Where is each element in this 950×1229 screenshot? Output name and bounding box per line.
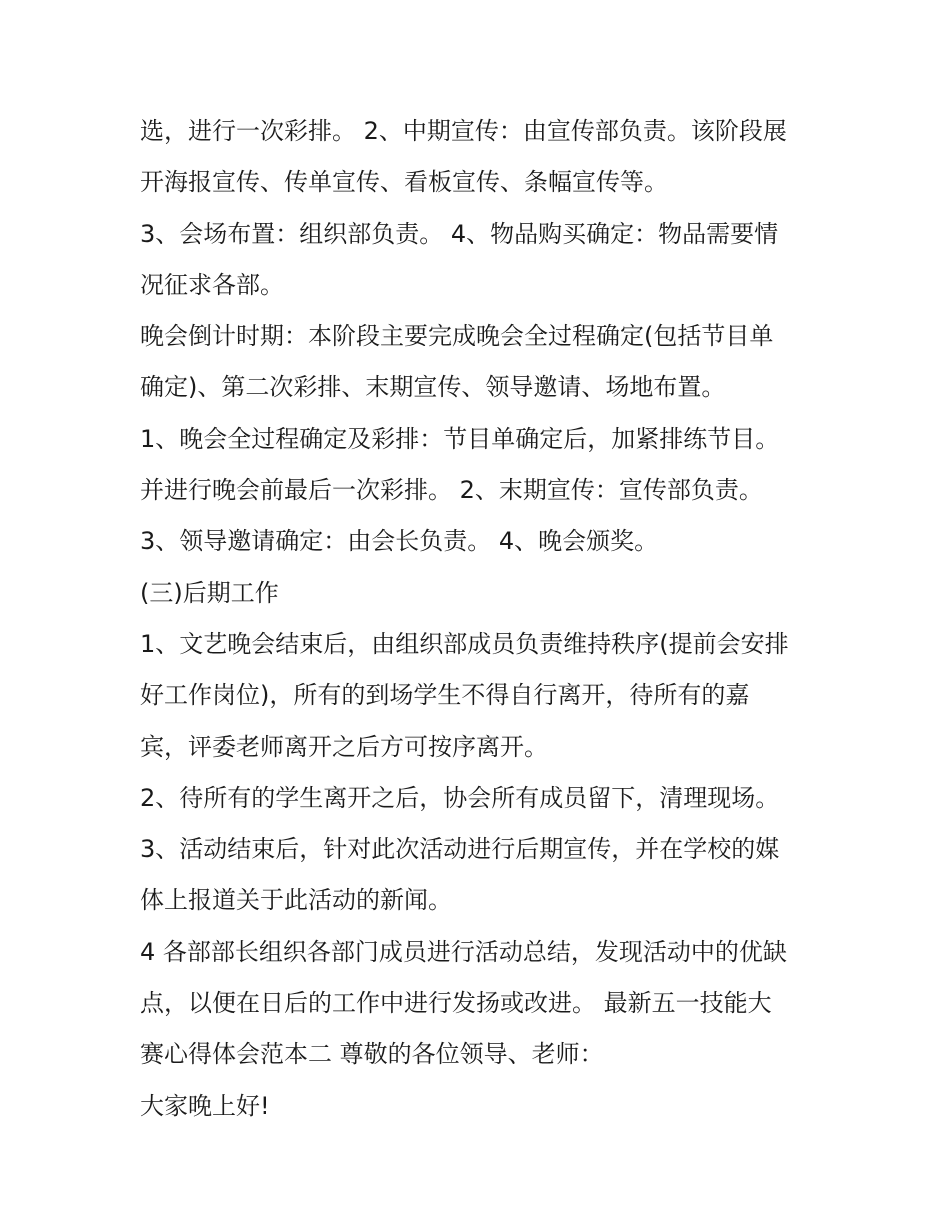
section-heading: (三)后期工作 [140,578,279,607]
text-line: 1、文艺晚会结束后，由组织部成员负责维持秩序(提前会安排 [140,629,789,658]
text-line: 3、领导邀请确定：由会长负责。 4、晚会颁奖。 [140,527,659,556]
text-line: 好工作岗位)，所有的到场学生不得自行离开，待所有的嘉 [140,681,750,710]
text-line: 选，进行一次彩排。 2、中期宣传：由宣传部负责。该阶段展 [140,117,787,145]
text-line: 宾，评委老师离开之后方可按序离开。 [140,732,548,761]
text-line: 确定)、第二次彩排、末期宣传、领导邀请、场地布置。 [140,373,726,402]
text-line: 4 各部部长组织各部门成员进行活动总结，发现活动中的优缺 [140,937,787,966]
body-text [140,106,820,1132]
text-line: 赛心得体会范本二 尊敬的各位领导、老师： [140,1040,604,1069]
text-line: 晚会倒计时期：本阶段主要完成晚会全过程确定(包括节目单 [140,322,774,351]
text-line: 3、会场布置：组织部负责。 4、物品购买确定：物品需要情 [140,219,779,248]
text-line: 1、晚会全过程确定及彩排：节目单确定后，加紧排练节目。 [140,424,780,453]
text-line: 点，以便在日后的工作中进行发扬或改进。 最新五一技能大 [140,989,772,1018]
text-line: 况征求各部。 [140,270,284,299]
text-line: 大家晚上好! [140,1091,270,1120]
text-line: 体上报道关于此活动的新闻。 [140,886,452,915]
text-line: 3、活动结束后，针对此次活动进行后期宣传，并在学校的媒 [140,835,780,864]
text-line: 开海报宣传、传单宣传、看板宣传、条幅宣传等。 [140,168,668,197]
text-line: 2、待所有的学生离开之后，协会所有成员留下，清理现场。 [140,783,780,812]
text-line: 并进行晚会前最后一次彩排。 2、末期宣传：宣传部负责。 [140,476,763,505]
